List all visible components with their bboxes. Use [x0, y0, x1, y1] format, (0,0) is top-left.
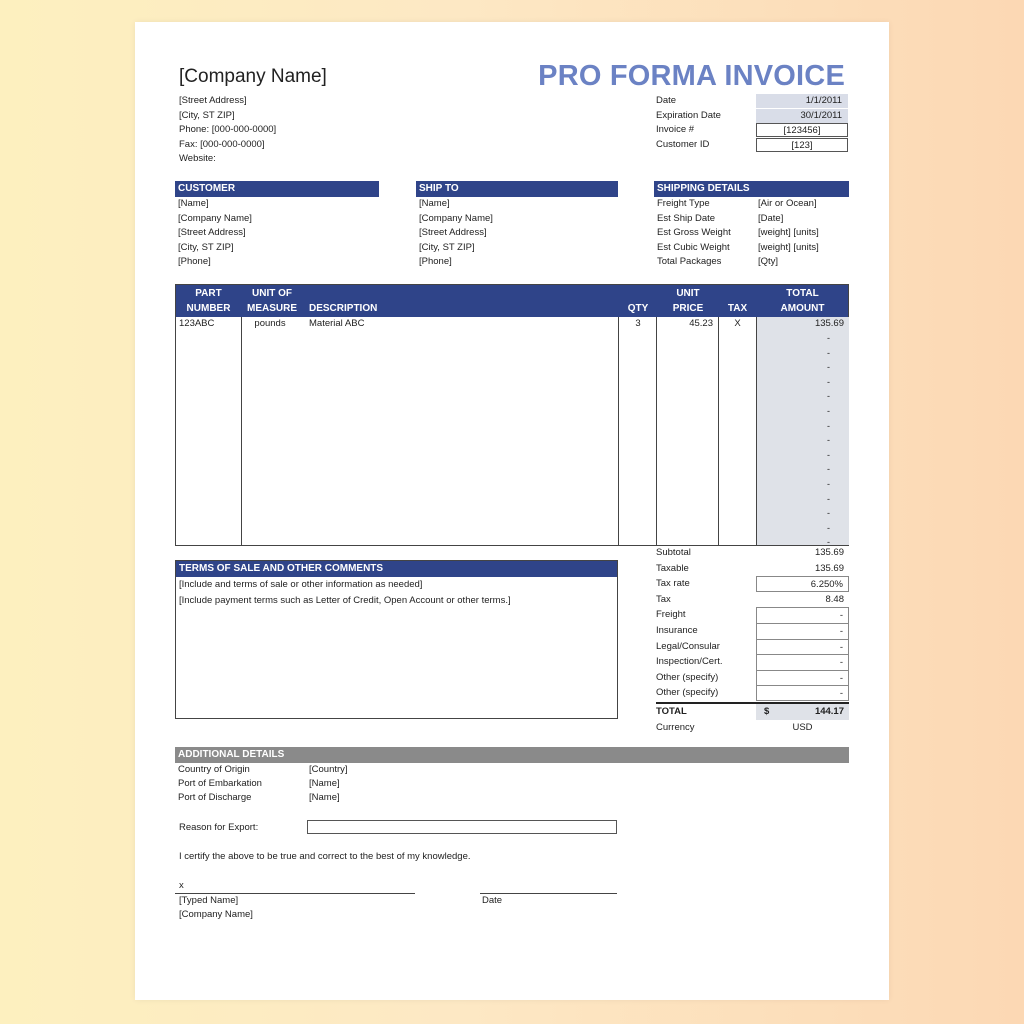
col-unit-price: UNIT PRICE	[672, 288, 704, 314]
invoice-meta	[656, 94, 849, 152]
reason-for-export-input[interactable]	[307, 820, 617, 834]
terms-header: TERMS OF SALE AND OTHER COMMENTS	[176, 561, 617, 577]
customer-section	[175, 181, 379, 270]
meta-label: Invoice #	[656, 124, 695, 135]
empty-total-cell: -	[827, 464, 830, 475]
subtotal-value: 135.69	[814, 547, 844, 558]
customer-line: [Name]	[178, 198, 209, 209]
empty-total-cell: -	[827, 391, 830, 402]
invoice-number-field[interactable]: [123456]	[756, 123, 848, 137]
address-line: Phone: [000-000-0000]	[179, 124, 277, 135]
shipping-row	[657, 212, 849, 227]
additional-label: Port of Embarkation	[178, 778, 262, 789]
empty-total-cell: -	[827, 479, 830, 489]
cell-tax: X	[734, 318, 741, 329]
col-description: DESCRIPTION	[309, 303, 378, 314]
total-column-shade	[756, 317, 849, 548]
shipping-value[interactable]: [Air or Ocean]	[758, 198, 817, 209]
summary-label: Insurance	[656, 624, 698, 636]
col-total-amount: TOTAL AMOUNT	[780, 288, 825, 314]
customer-id-field[interactable]: [123]	[756, 138, 848, 152]
shipping-value[interactable]: [Date]	[758, 212, 784, 224]
empty-total-cell: -	[827, 537, 830, 548]
summary-label: Inspection/Cert.	[656, 656, 723, 668]
total-label: TOTAL	[656, 705, 687, 717]
table-header	[176, 285, 848, 317]
invoice-title: PRO FORMA INVOICE	[538, 60, 845, 92]
total-value: 144.17	[814, 705, 844, 717]
ship-to-line: [Street Address]	[419, 227, 487, 238]
empty-total-cell: -	[827, 406, 830, 416]
customer-line: [City, ST ZIP]	[178, 241, 234, 253]
meta-label: Customer ID	[656, 138, 710, 150]
customer-line: [Phone]	[178, 256, 211, 267]
summary-label: Freight	[656, 609, 686, 621]
certify-statement: I certify the above to be true and correct to the best of my knowledge.	[179, 851, 471, 862]
summary-label: Other (specify)	[656, 687, 719, 699]
ship-to-section	[416, 181, 618, 270]
summary-row-insurance	[656, 623, 849, 639]
meta-row-expiration	[656, 109, 849, 124]
summary-label: Taxable	[656, 562, 689, 574]
additional-details-section	[175, 747, 849, 805]
cell-uom: pounds	[254, 318, 286, 329]
address-line: [Street Address]	[179, 95, 247, 106]
shipping-details-header: SHIPPING DETAILS	[654, 181, 849, 197]
empty-total-cell: -	[827, 508, 830, 519]
summary-row-other-1	[656, 670, 849, 686]
additional-value[interactable]: [Name]	[309, 792, 340, 803]
summary-row-inspection	[656, 654, 849, 670]
additional-row	[178, 777, 849, 791]
meta-row-customer-id	[656, 138, 849, 153]
ship-to-header: SHIP TO	[416, 181, 618, 197]
cell-description: Material ABC	[309, 318, 365, 329]
additional-label: Country of Origin	[178, 764, 250, 775]
ship-to-line: [Name]	[419, 198, 450, 209]
shipping-row	[657, 197, 849, 212]
terms-section	[175, 560, 618, 719]
summary-label: Other (specify)	[656, 671, 719, 683]
ship-to-line: [Company Name]	[419, 212, 493, 224]
additional-details-header: ADDITIONAL DETAILS	[175, 747, 849, 763]
customer-header: CUSTOMER	[175, 181, 379, 197]
reason-label: Reason for Export:	[179, 822, 259, 833]
empty-total-cell: -	[827, 435, 830, 446]
signer-company-name: [Company Name]	[179, 909, 253, 920]
meta-label: Date	[656, 95, 677, 106]
address-line: Fax: [000-000-0000]	[179, 138, 265, 150]
summary-label: Legal/Consular	[656, 640, 720, 652]
taxable-value: 135.69	[814, 562, 844, 574]
customer-line: [Company Name]	[178, 212, 252, 224]
summary-label: Subtotal	[656, 547, 691, 558]
col-part-number: PART NUMBER	[186, 288, 231, 314]
shipping-value[interactable]: [Qty]	[758, 256, 779, 267]
empty-total-cell: -	[827, 522, 830, 533]
shipping-label: Est Gross Weight	[657, 227, 731, 238]
empty-total-cell: -	[827, 362, 830, 373]
address-line: [City, ST ZIP]	[179, 109, 235, 121]
empty-total-cell: -	[827, 493, 830, 504]
empty-total-cell: -	[827, 449, 830, 460]
invoice-page	[135, 22, 889, 1000]
company-name: [Company Name]	[179, 66, 327, 87]
shipping-value[interactable]: [weight] [units]	[758, 241, 819, 253]
customer-line: [Street Address]	[178, 227, 246, 238]
total-currency-symbol: $	[764, 705, 770, 717]
insurance-field[interactable]: -	[756, 623, 849, 639]
terms-line[interactable]: [Include payment terms such as Letter of Credit, Open Account or other terms.]	[179, 595, 511, 606]
currency-value[interactable]: USD	[792, 721, 813, 733]
shipping-label: Total Packages	[657, 256, 722, 267]
additional-row	[178, 763, 849, 777]
column-divider	[618, 317, 619, 545]
shipping-label: Est Cubic Weight	[657, 241, 730, 253]
company-address	[179, 94, 276, 167]
additional-label: Port of Discharge	[178, 792, 252, 803]
column-divider	[756, 317, 757, 545]
cell-total: 135.69	[814, 318, 844, 329]
shipping-value[interactable]: [weight] [units]	[758, 227, 819, 238]
column-divider	[656, 317, 657, 545]
shipping-details-section	[654, 181, 849, 270]
other-field[interactable]: -	[756, 685, 849, 701]
shipping-row	[657, 226, 849, 241]
summary-row-tax-rate	[656, 576, 849, 592]
tax-rate-field[interactable]: 6.250%	[756, 576, 849, 592]
summary-row-currency	[656, 720, 849, 736]
summary-row-total	[656, 704, 849, 720]
typed-name: [Typed Name]	[179, 895, 239, 906]
additional-value[interactable]: [Name]	[309, 778, 340, 789]
shipping-label: Freight Type	[657, 198, 710, 209]
column-divider	[241, 317, 242, 545]
date-value[interactable]: 1/1/2011	[756, 94, 848, 108]
date-label: Date	[482, 895, 503, 906]
other-field[interactable]: -	[756, 670, 849, 686]
summary-label: Tax	[656, 593, 671, 605]
cell-price: 45.23	[689, 318, 713, 329]
cell-part: 123ABC	[179, 318, 215, 329]
empty-total-cell: -	[827, 420, 830, 431]
shipping-row	[657, 255, 849, 270]
empty-total-cell: -	[827, 347, 830, 358]
tax-value: 8.48	[825, 593, 844, 605]
expiration-date-value[interactable]: 30/1/2011	[756, 109, 848, 123]
summary-row-legal	[656, 639, 849, 655]
shipping-row	[657, 241, 849, 256]
meta-row-invoice	[656, 123, 849, 138]
column-divider	[718, 317, 719, 545]
summary-label: Tax rate	[656, 578, 690, 590]
terms-line[interactable]: [Include and terms of sale or other information as needed]	[179, 579, 423, 590]
summary-section	[656, 545, 849, 735]
col-qty: QTY	[627, 303, 649, 314]
summary-row-freight	[656, 607, 849, 623]
legal-consular-field[interactable]: -	[756, 639, 849, 655]
col-tax: TAX	[727, 303, 748, 314]
shipping-label: Est Ship Date	[657, 212, 716, 224]
line-items-table	[175, 284, 849, 546]
freight-field[interactable]: -	[756, 607, 849, 623]
additional-value[interactable]: [Country]	[309, 764, 348, 775]
cell-qty: 3	[635, 318, 641, 329]
summary-row-subtotal	[656, 545, 849, 561]
meta-row-date	[656, 94, 849, 109]
summary-row-tax	[656, 592, 849, 608]
meta-label: Expiration Date	[656, 109, 721, 121]
additional-row	[178, 791, 849, 805]
inspection-field[interactable]: -	[756, 654, 849, 670]
signature-mark: x	[179, 880, 184, 891]
col-unit-of-measure: UNIT OF MEASURE	[246, 288, 297, 314]
ship-to-line: [City, ST ZIP]	[419, 241, 475, 253]
empty-total-cell: -	[827, 376, 830, 387]
summary-row-taxable	[656, 561, 849, 577]
address-line: Website:	[179, 153, 216, 164]
ship-to-line: [Phone]	[419, 256, 452, 267]
empty-total-cell: -	[827, 333, 830, 343]
summary-row-other-2	[656, 685, 849, 701]
total-value-box	[756, 704, 849, 720]
currency-label: Currency	[656, 721, 695, 733]
